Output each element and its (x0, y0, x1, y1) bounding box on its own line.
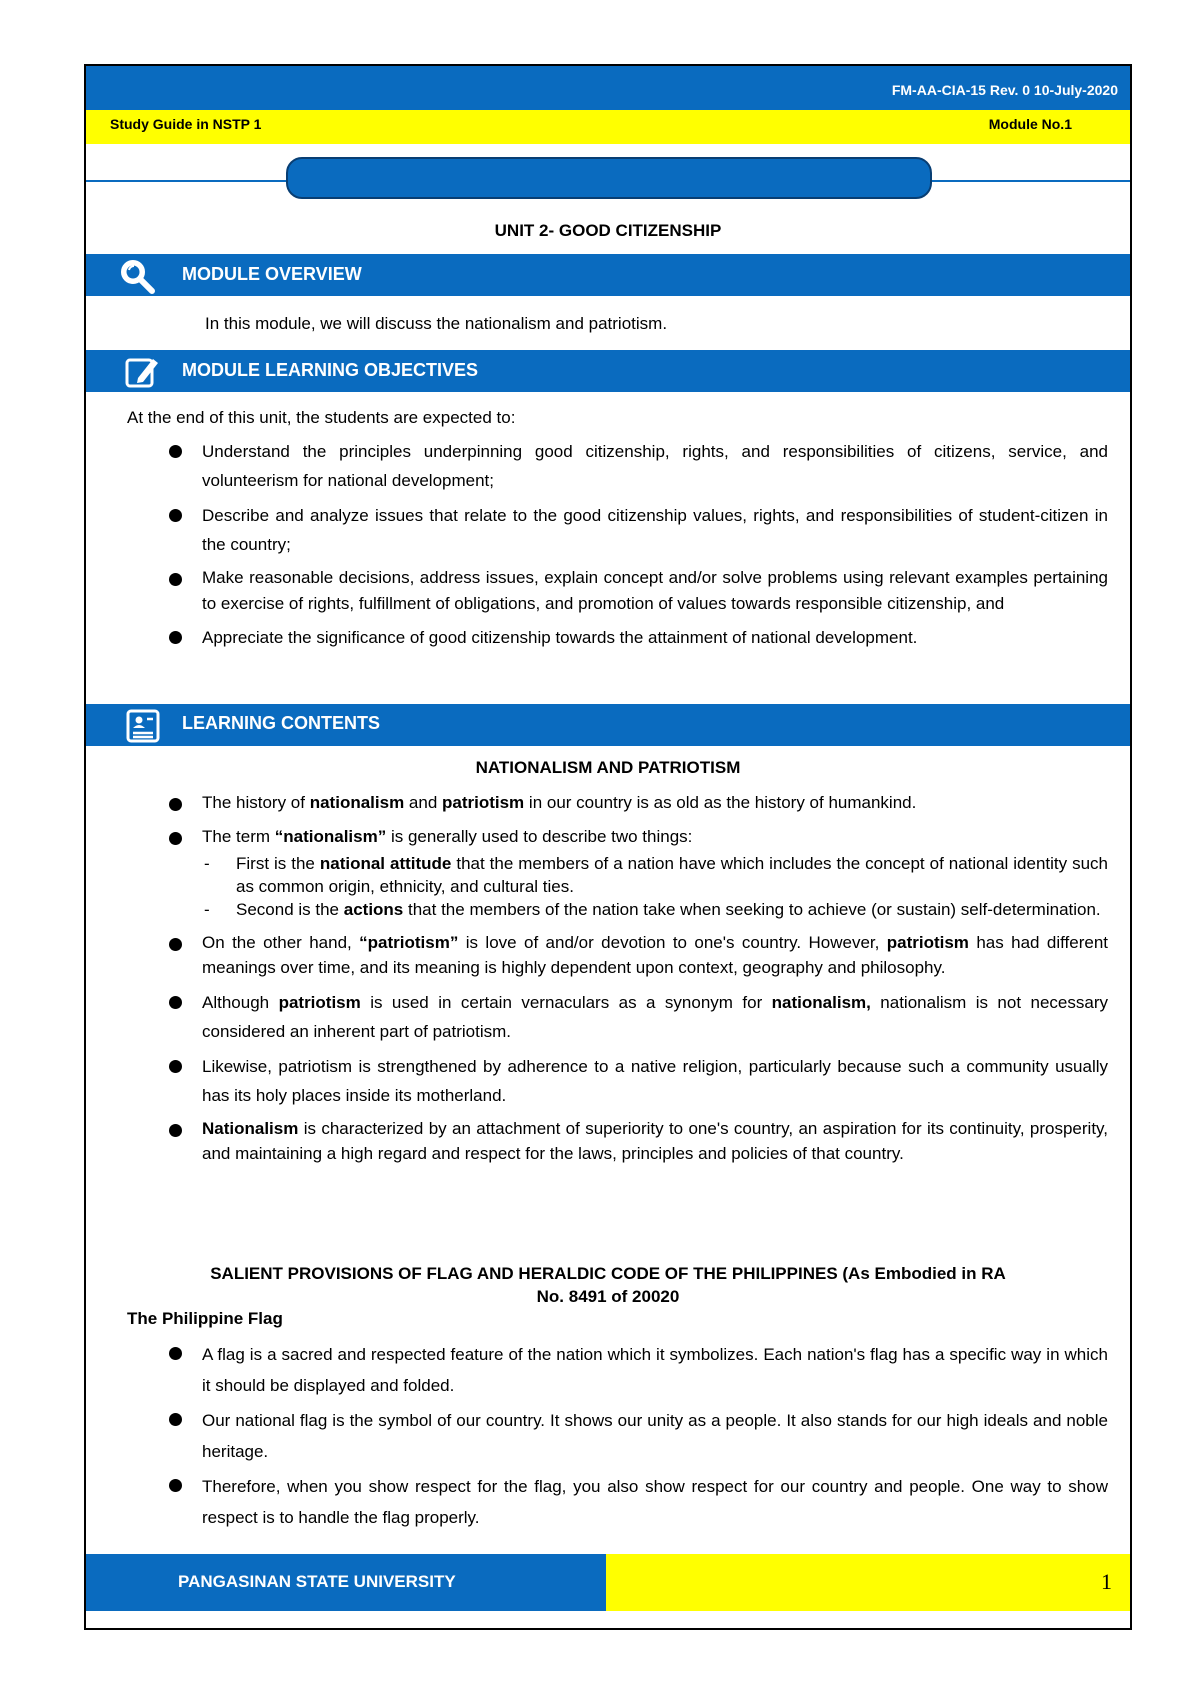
footer-bar (86, 1554, 606, 1611)
objective-item: Describe and analyze issues that relate to the good citizenship values, rights, and responsibilities of student-citizen in the country; (86, 501, 1130, 559)
contents-list (86, 790, 1130, 1166)
bullet-icon (169, 1124, 182, 1137)
university-name: PANGASINAN STATE UNIVERSITY (178, 1572, 456, 1591)
content-item: The term “nationalism” is generally used to describe two things: (86, 824, 1130, 850)
bullet-icon (169, 445, 182, 458)
objective-item: Appreciate the significance of good citizenship towards the attainment of national development. (86, 623, 1130, 652)
dash-item: - First is the national attitude that the members of a nation have which includes the concept of national identity such as common origin, ethnicity, and cultural ties. (204, 854, 1109, 896)
content-item: Likewise, patriotism is strengthened by adherence to a native religion, particularly because such a community usually has its holy places inside its motherland. (86, 1052, 1130, 1110)
form-code: FM-AA-CIA-15 Rev. 0 10-July-2020 (891, 82, 1118, 98)
title-banner (286, 157, 932, 199)
bullet-icon (169, 509, 182, 522)
bullet-icon (169, 1060, 182, 1073)
salient-title-line2: No. 8491 of 20020 (536, 1287, 680, 1306)
page-number: 1 (1101, 1569, 1112, 1594)
objectives-heading: MODULE LEARNING OBJECTIVES (182, 360, 479, 380)
magnifier-icon (116, 255, 158, 302)
contents-subheading: NATIONALISM AND PATRIOTISM (475, 758, 741, 777)
overview-text: In this module, we will discuss the nationalism and patriotism. (205, 314, 668, 333)
objectives-list (86, 437, 1130, 652)
bullet-icon (169, 573, 182, 586)
flag-heading: The Philippine Flag (127, 1309, 283, 1328)
module-number: Module No.1 (988, 116, 1072, 132)
flag-item: Our national flag is the symbol of our country. It shows our unity as a people. It also stands for our high ideals and noble heritage. (86, 1405, 1130, 1467)
overview-heading: MODULE OVERVIEW (182, 264, 362, 284)
bullet-icon (169, 1413, 182, 1426)
header-subbar (86, 110, 1130, 144)
objectives-intro: At the end of this unit, the students are expected to: (127, 408, 516, 427)
bullet-icon (169, 996, 182, 1009)
footer-page-area (606, 1554, 1130, 1611)
bullet-icon (169, 798, 182, 811)
objective-item: Make reasonable decisions, address issues, explain concept and/or solve problems using relevant examples pertaining to exercise of rights, fulfillment of obligations, and promotion of values towards responsible citizenship, and (86, 565, 1130, 617)
overview-bar (86, 254, 1130, 296)
flag-item: Therefore, when you show respect for the flag, you also show respect for our country and people. One way to show respect is to handle the flag properly. (86, 1471, 1130, 1533)
bullet-icon (169, 1347, 182, 1360)
content-item: The history of nationalism and patriotism in our country is as old as the history of humankind. (86, 790, 1130, 816)
dash-item: - Second is the actions that the members of the nation take when seeking to achieve (or sustain) self-determination. (204, 900, 1101, 919)
bullet-icon (169, 832, 182, 845)
header-bar (86, 66, 1130, 110)
salient-title (86, 1262, 1130, 1308)
objectives-bar (86, 350, 1130, 392)
bullet-icon (169, 938, 182, 951)
study-guide-label: Study Guide in NSTP 1 (110, 116, 262, 132)
flag-list (86, 1339, 1130, 1533)
content-item: Nationalism is characterized by an attachment of superiority to one's country, an aspiration for its continuity, prosperity, and maintaining a high regard and respect for the laws, principles and policies of that country. (86, 1116, 1130, 1166)
contents-bar (86, 704, 1130, 746)
salient-title-line1: SALIENT PROVISIONS OF FLAG AND HERALDIC CODE OF THE PHILIPPINES (As Embodied in RA (210, 1264, 1006, 1283)
content-item: On the other hand, “patriotism” is love of and/or devotion to one's country. However, patriotism has had different meanings over time, and its meaning is highly dependent upon context, geography and philosophy. (86, 930, 1130, 980)
edit-icon (124, 354, 162, 395)
content-item: Although patriotism is used in certain vernaculars as a synonym for nationalism, nationalism is not necessary considered an inherent part of patriotism. (86, 988, 1130, 1046)
flag-item: A flag is a sacred and respected feature of the nation which it symbolizes. Each nation's flag has a specific way in which it should be displayed and folded. (86, 1339, 1130, 1401)
bullet-icon (169, 631, 182, 644)
objective-item: Understand the principles underpinning good citizenship, rights, and responsibilities of citizens, service, and volunteerism for national development; (86, 437, 1130, 495)
document-icon (126, 709, 160, 748)
unit-title: UNIT 2- GOOD CITIZENSHIP (494, 221, 722, 240)
bullet-icon (169, 1479, 182, 1492)
contents-heading: LEARNING CONTENTS (182, 713, 380, 733)
